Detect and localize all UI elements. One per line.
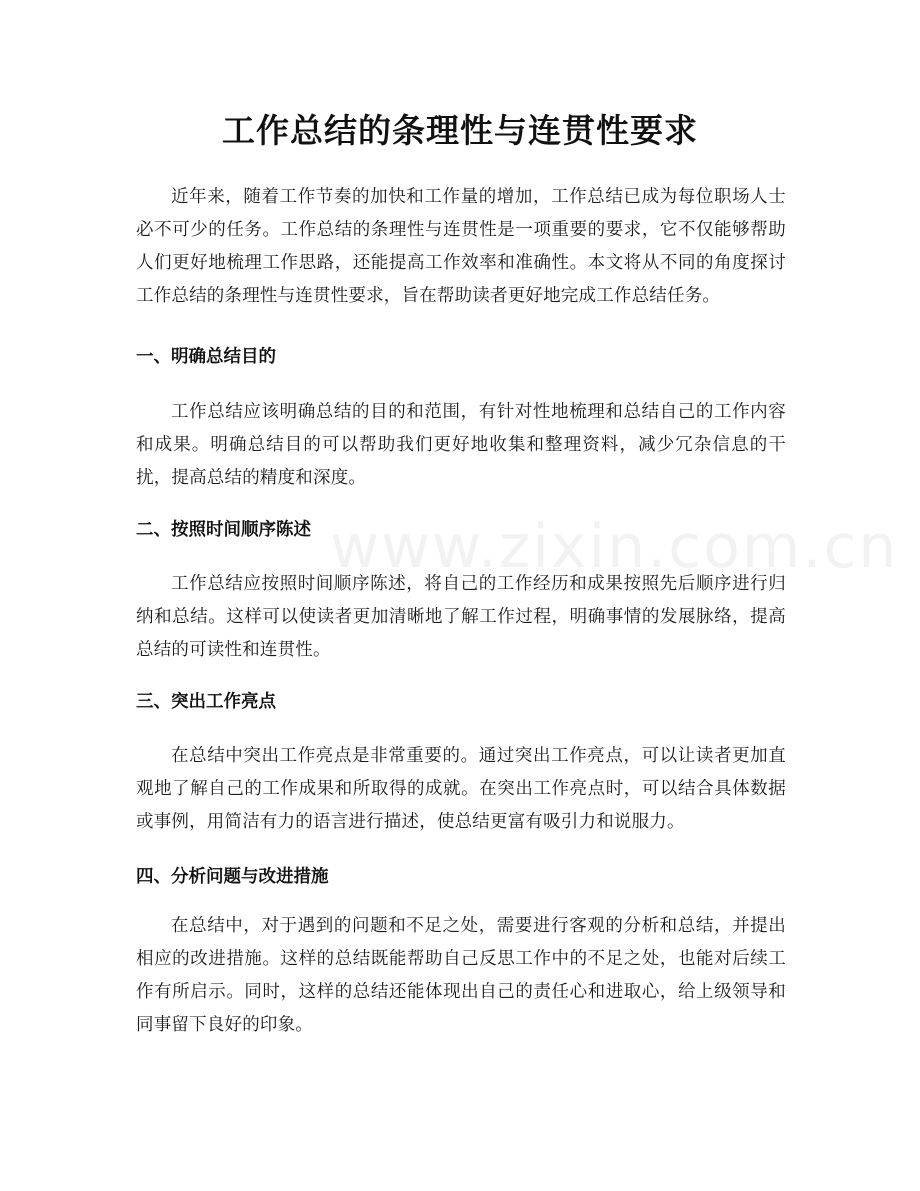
section-heading-3: 三、突出工作亮点 (136, 692, 276, 712)
watermark: www.zixin.com.cn (330, 512, 899, 582)
section-heading-2: 二、按照时间顺序陈述 (136, 520, 311, 540)
section-heading-4: 四、分析问题与改进措施 (136, 867, 329, 887)
document-title: 工作总结的条理性与连贯性要求 (222, 111, 698, 150)
section-body-2: 工作总结应按照时间顺序陈述，将自己的工作经历和成果按照先后顺序进行归纳和总结。这样可以使读者更加清晰地了解工作过程，明确事情的发展脉络，提高总结的可读性和连贯性。 (136, 574, 786, 660)
intro-paragraph: 近年来，随着工作节奏的加快和工作量的增加，工作总结已成为每位职场人士必不可少的任务。工作总结的条理性与连贯性是一项重要的要求，它不仅能够帮助人们更好地梳理工作思路，还能提高工作效率和准确性。本文将从不同的角度探讨工作总结的条理性与连贯性要求，旨在帮助读者更好地完成工作总结任务。 (136, 187, 786, 306)
section-body-1: 工作总结应该明确总结的目的和范围，有针对性地梳理和总结自己的工作内容和成果。明确总结目的可以帮助我们更好地收集和整理资料，减少冗杂信息的干扰，提高总结的精度和深度。 (136, 402, 786, 488)
section-body-4: 在总结中，对于遇到的问题和不足之处，需要进行客观的分析和总结，并提出相应的改进措施。这样的总结既能帮助自己反思工作中的不足之处，也能对后续工作有所启示。同时，这样的总结还能体现出自己的责任心和进取心，给上级领导和同事留下良好的印象。 (136, 916, 786, 1035)
section-heading-1: 一、明确总结目的 (136, 347, 276, 367)
section-body-3: 在总结中突出工作亮点是非常重要的。通过突出工作亮点，可以让读者更加直观地了解自己的工作成果和所取得的成就。在突出工作亮点时，可以结合具体数据或事例，用简洁有力的语言进行描述，使总结更富有吸引力和说服力。 (136, 746, 786, 832)
